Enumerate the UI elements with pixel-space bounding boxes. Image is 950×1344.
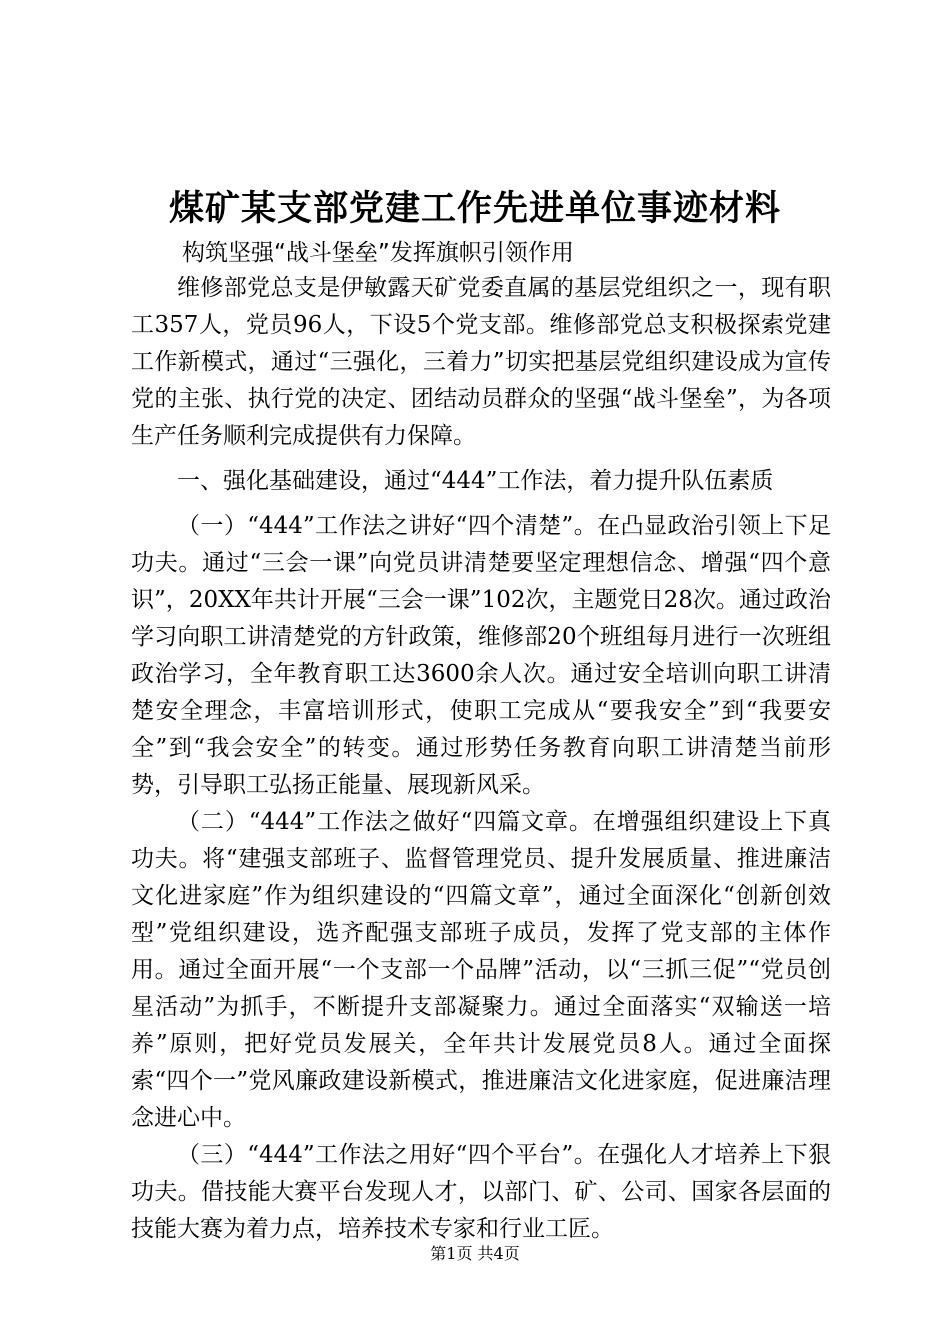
document-subtitle: 构筑坚强“战斗堡垒”发挥旗帜引领作用 — [182, 240, 574, 266]
document-body — [131, 270, 831, 1248]
paragraph-intro: 维修部党总支是伊敏露天矿党委直属的基层党组织之一，现有职工357人，党员96人，下设5个党支部。维修部党总支积极探索党建工作新模式，通过“三强化，三着力”切实把基层党组织建设成为宣传党的主张、执行党的决定、团结动员群众的坚强“战斗堡垒”，为各项生产任务顺利完成提供有力保障。 — [131, 275, 831, 449]
paragraph-item-3: （三）“444”工作法之用好“四个平台”。在强化人才培养上下狠功夫。借技能大赛平台发现人才，以部门、矿、公司、国家各层面的技能大赛为着力点，培养技术专家和行业工匠。 — [131, 1142, 831, 1242]
page-footer: 第1页 共4页 — [430, 1244, 520, 1263]
paragraph-item-2: （二）“444”工作法之做好“四篇文章。在增强组织建设上下真功夫。将“建强支部班子、监督管理党员、提升发展质量、推进廉洁文化进家庭”作为组织建设的“四篇文章”，通过全面深化“创新创效型”党组织建设，选齐配强支部班子成员，发挥了党支部的主体作用。通过全面开展“一个支部一个品牌”活动，以“三抓三促”“党员创星活动”为抓手，不断提升支部凝聚力。通过全面落实“双输送一培养”原则，把好党员发展关，全年共计发展党员8人。通过全面探索“四个一”党风廉政建设新模式，推进廉洁文化进家庭，促进廉洁理念进心中。 — [131, 809, 831, 1131]
paragraph-item-1: （一）“444”工作法之讲好“四个清楚”。在凸显政治引领上下足功夫。通过“三会一课”向党员讲清楚要坚定理想信念、增强“四个意识”，20XX年共计开展“三会一课”102次，主题党日28次。通过政治学习向职工讲清楚党的方针政策，维修部20个班组每月进行一次班组政治学习，全年教育职工达3600余人次。通过安全培训向职工讲清楚安全理念，丰富培训形式，使职工完成从“要我安全”到“我要安全”到“我会安全”的转变。通过形势任务教育向职工讲清楚当前形势，引导职工弘扬正能量、展现新风采。 — [131, 513, 831, 798]
section-heading-1: 一、强化基础建设，通过“444”工作法，着力提升队伍素质 — [177, 468, 774, 494]
document-title: 煤矿某支部党建工作先进单位事迹材料 — [168, 188, 781, 229]
